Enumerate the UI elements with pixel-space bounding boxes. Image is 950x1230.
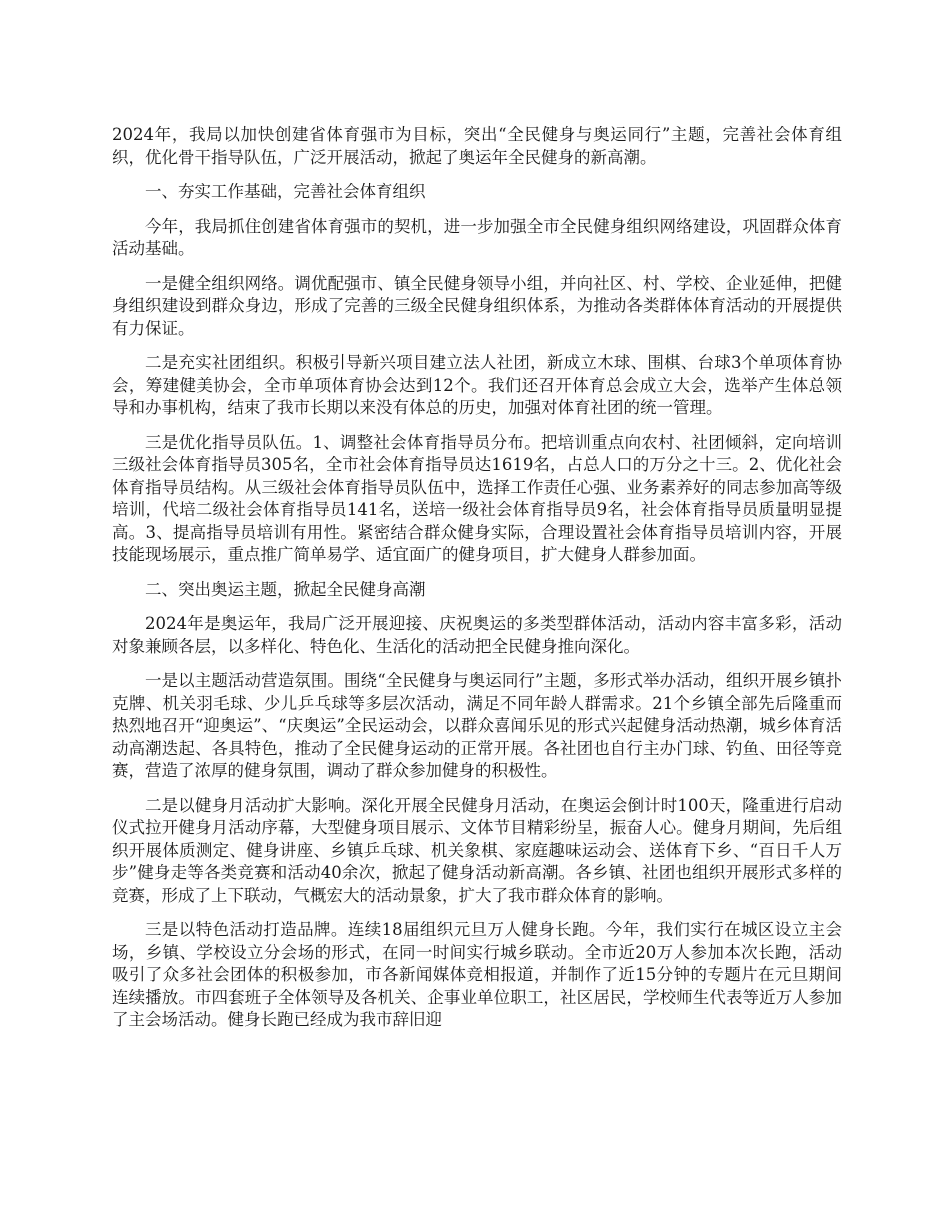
paragraph-8: 三是以特色活动打造品牌。连续18届组织元旦万人健身长跑。今年，我们实行在城区设立主会场，乡镇、学校设立分会场的形式，在同一时间实行城乡联动。全市近20万人参加本次长跑，活动吸引了众多社会团体的积极参加，市各新闻媒体竞相报道，并制作了近15分钟的专题片在元旦期间连续播放。市四套班子全体领导及各机关、企事业单位职工，社区居民，学校师生代表等近万人参加了主会场活动。健身长跑已经成为我市辞旧迎 — [112, 920, 842, 1029]
paragraph-6: 一是以主题活动营造氛围。围绕“全民健身与奥运同行”主题，多形式举办活动，组织开展乡镇扑克牌、机关羽毛球、少儿乒乓球等多层次活动，满足不同年龄人群需求。21个乡镇全部先后隆重而热烈地召开“迎奥运”、“庆奥运”全民运动会，以群众喜闻乐见的形式兴起健身活动热潮，城乡体育活动高潮迭起、各具特色，推动了全民健身运动的正常开展。各社团也自行主办门球、钓鱼、田径等竞赛，营造了浓厚的健身氛围，调动了群众参加健身的积极性。 — [112, 671, 842, 780]
paragraph-4: 三是优化指导员队伍。1、调整社会体育指导员分布。把培训重点向农村、社团倾斜，定向培训三级社会体育指导员305名，全市社会体育指导员达1619名，占总人口的万分之十三。2、优化社会体育指导员结构。从三级社会体育指导员队伍中，选择工作责任心强、业务素养好的同志参加高等级培训，代培二级社会体育指导员141名，送培一级社会体育指导员9名，社会体育指导员质量明显提高。3、提高指导员培训有用性。紧密结合群众健身实际，合理设置社会体育指导员培训内容，开展技能现场展示，重点推广简单易学、适宜面广的健身项目，扩大健身人群参加面。 — [112, 432, 842, 564]
document-body — [112, 124, 842, 1044]
paragraph-7: 二是以健身月活动扩大影响。深化开展全民健身月活动，在奥运会倒计时100天，隆重进行启动仪式拉开健身月活动序幕，大型健身项目展示、文体节目精彩纷呈，振奋人心。健身月期间，先后组织开展体质测定、健身讲座、乡镇乒乓球、机关象棋、家庭趣味运动会、送体育下乡、“百日千人万步”健身走等各类竞赛和活动40余次，掀起了健身活动新高潮。各乡镇、社团也组织开展形式多样的竞赛，形成了上下联动，气概宏大的活动景象，扩大了我市群众体育的影响。 — [112, 795, 842, 905]
paragraph-2: 一是健全组织网络。调优配强市、镇全民健身领导小组，并向社区、村、学校、企业延伸，把健身组织建设到群众身边，形成了完善的三级全民健身组织体系，为推动各类群体体育活动的开展提供有力保证。 — [112, 273, 842, 338]
paragraph-3: 二是充实社团组织。积极引导新兴项目建立法人社团，新成立木球、围棋、台球3个单项体育协会，筹建健美协会，全市单项体育协会达到12个。我们还召开体育总会成立大会，选举产生体总领导和办事机构，结束了我市长期以来没有体总的历史，加强对体育社团的统一管理。 — [112, 353, 842, 417]
paragraph-5: 2024年是奥运年，我局广泛开展迎接、庆祝奥运的多类型群体活动，活动内容丰富多彩，活动对象兼顾各层，以多样化、特色化、生活化的活动把全民健身推向深化。 — [112, 614, 842, 656]
section-heading-2: 二、突出奥运主题，掀起全民健身高潮 — [145, 579, 426, 599]
paragraph-1: 今年，我局抓住创建省体育强市的契机，进一步加强全市全民健身组织网络建设，巩固群众体育活动基础。 — [112, 216, 842, 258]
intro-paragraph: 2024年，我局以加快创建省体育强市为目标，突出“全民健身与奥运同行”主题，完善社会体育组织，优化骨干指导队伍，广泛开展活动，掀起了奥运年全民健身的新高潮。 — [112, 125, 842, 167]
section-heading-1: 一、夯实工作基础，完善社会体育组织 — [145, 182, 426, 201]
